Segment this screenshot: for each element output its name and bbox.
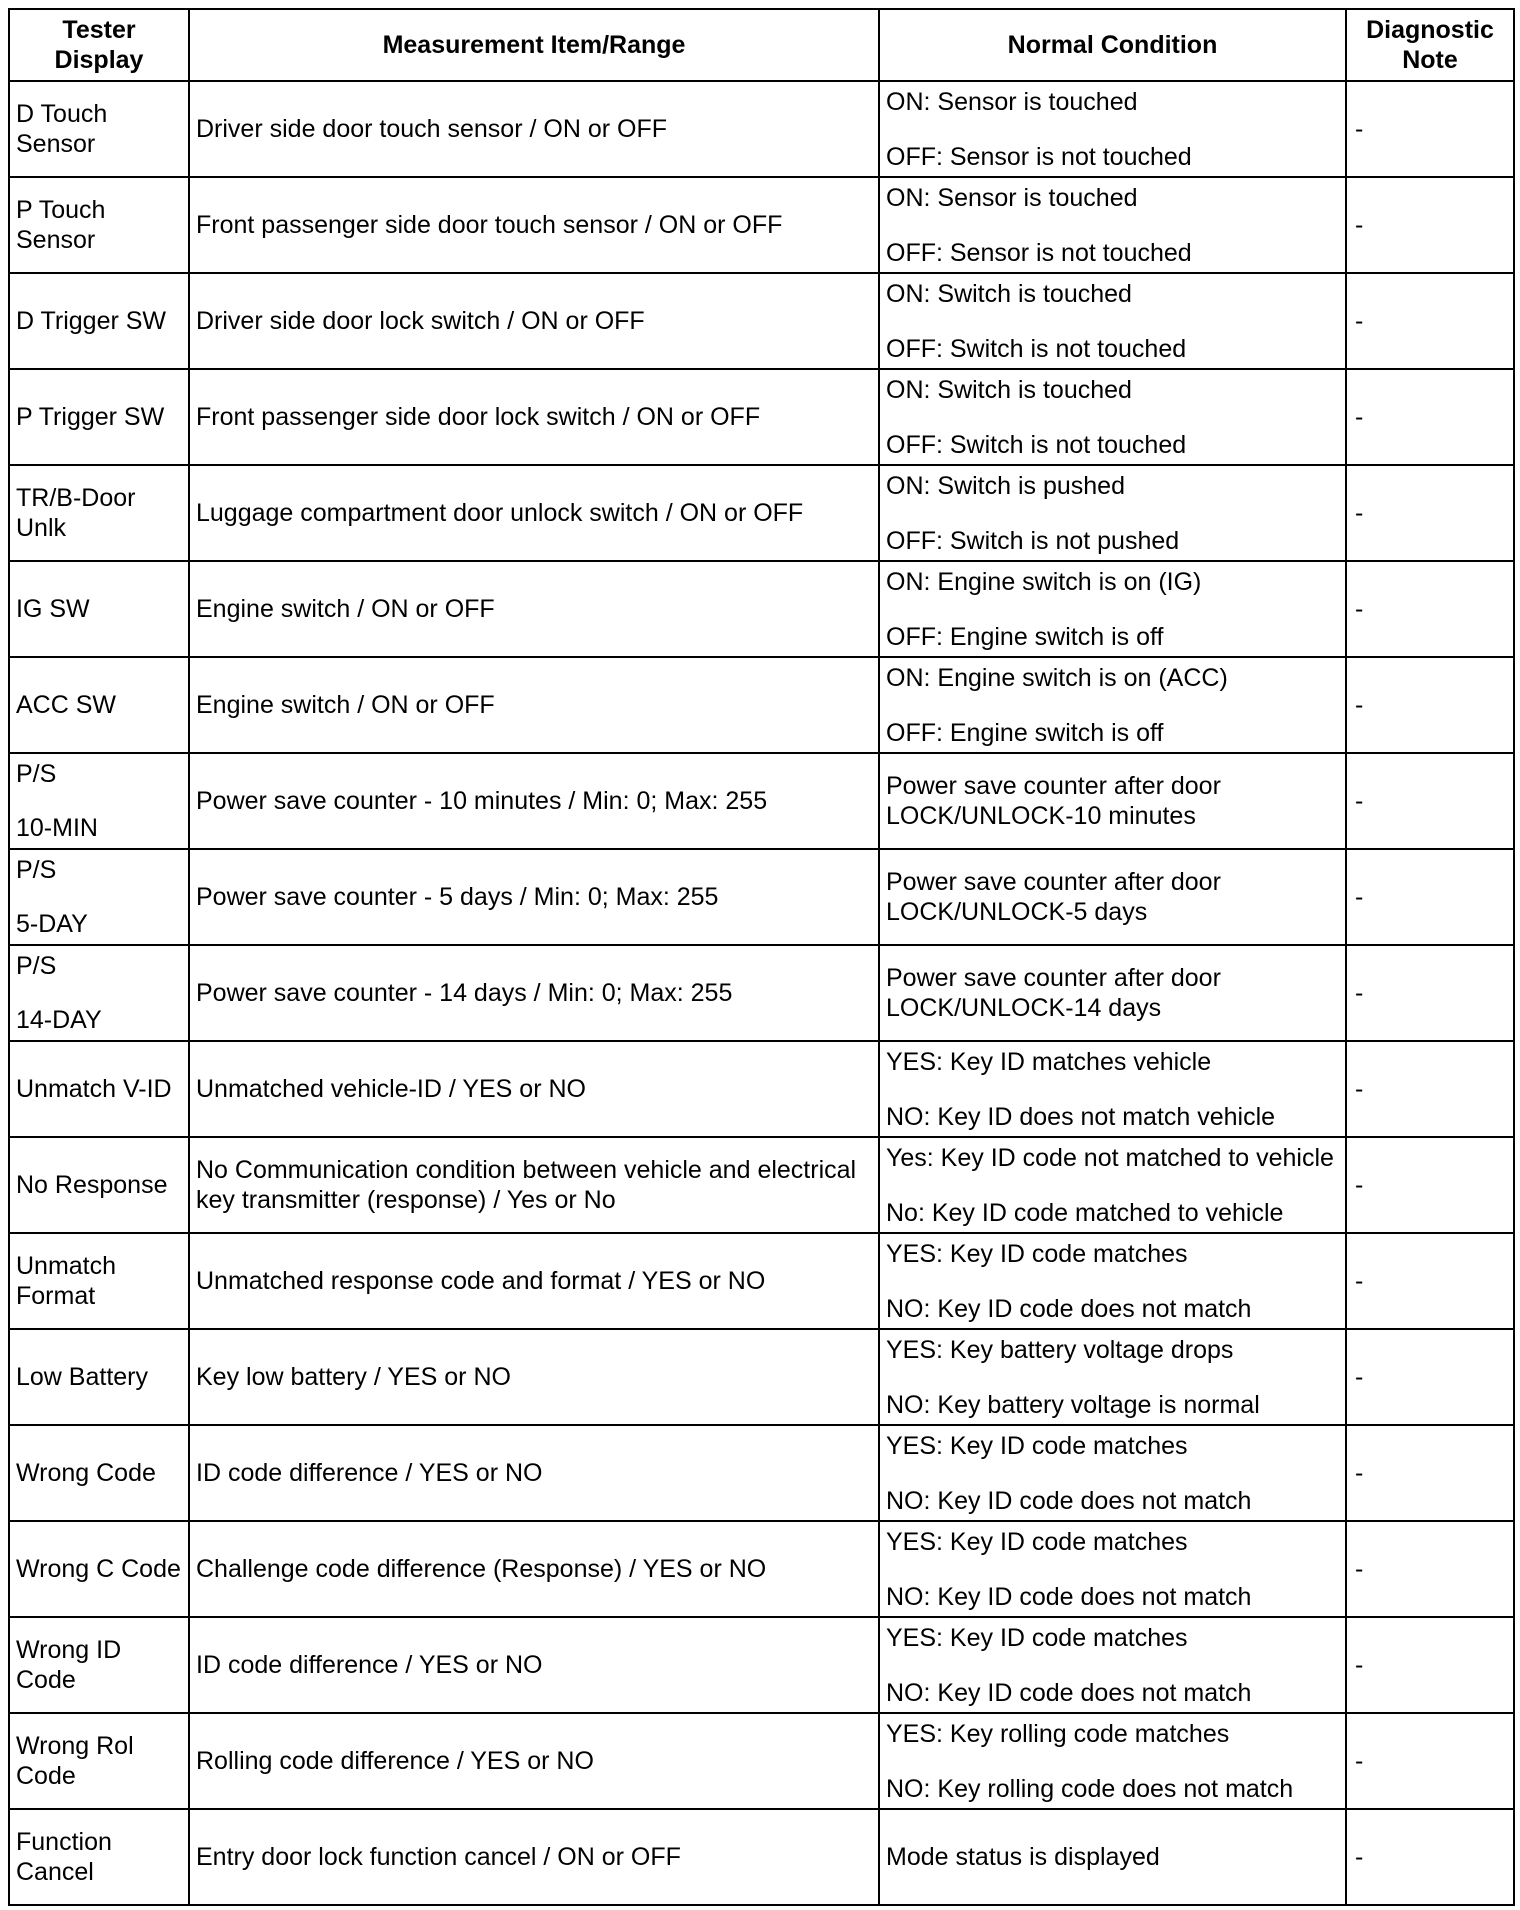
tester-display-cell: Low Battery — [9, 1329, 189, 1425]
measurement-cell: Power save counter - 14 days / Min: 0; Max: 255 — [189, 945, 879, 1041]
header-measurement-item: Measurement Item/Range — [189, 9, 879, 81]
tester-display-line-1: P/S — [16, 856, 57, 884]
normal-condition-cell — [879, 465, 1346, 561]
condition-no: NO: Key ID does not match vehicle — [886, 1102, 1276, 1131]
diagnostic-note-cell: - — [1346, 1617, 1514, 1713]
condition-yes: YES: Key ID code matches — [886, 1527, 1188, 1556]
tester-display-cell — [9, 753, 189, 849]
tester-display-cell: P Touch Sensor — [9, 177, 189, 273]
table-row — [9, 945, 1514, 1041]
tester-display-line-2: 14-DAY — [16, 1006, 102, 1034]
measurement-cell: Front passenger side door touch sensor / ON or OFF — [189, 177, 879, 273]
measurement-cell: Entry door lock function cancel / ON or OFF — [189, 1809, 879, 1905]
tester-display-line-2: 5-DAY — [16, 910, 88, 938]
condition-on: ON: Engine switch is on (ACC) — [886, 663, 1228, 692]
tester-display-cell: ACC SW — [9, 657, 189, 753]
table-row — [9, 1425, 1514, 1521]
tester-display-cell — [9, 945, 189, 1041]
diagnostic-note-cell: - — [1346, 753, 1514, 849]
diagnostic-note-cell: - — [1346, 1329, 1514, 1425]
diagnostic-note-cell: - — [1346, 1521, 1514, 1617]
header-normal-condition: Normal Condition — [879, 9, 1346, 81]
normal-condition-cell — [879, 1041, 1346, 1137]
normal-condition-cell — [879, 1617, 1346, 1713]
measurement-cell: Key low battery / YES or NO — [189, 1329, 879, 1425]
normal-condition-cell — [879, 273, 1346, 369]
condition-off: OFF: Sensor is not touched — [886, 142, 1192, 171]
normal-condition-cell — [879, 1137, 1346, 1233]
table-row — [9, 1521, 1514, 1617]
condition-on: ON: Engine switch is on (IG) — [886, 567, 1202, 596]
normal-condition-cell — [879, 81, 1346, 177]
data-list-table — [8, 8, 1515, 1906]
measurement-cell: Driver side door touch sensor / ON or OFF — [189, 81, 879, 177]
condition-off: OFF: Engine switch is off — [886, 622, 1164, 651]
table-row — [9, 1233, 1514, 1329]
condition-no: NO: Key ID code does not match — [886, 1678, 1252, 1707]
header-diagnostic-note: Diagnostic Note — [1346, 9, 1514, 81]
condition-off: OFF: Engine switch is off — [886, 718, 1164, 747]
tester-display-cell: Wrong C Code — [9, 1521, 189, 1617]
table-row — [9, 81, 1514, 177]
normal-condition-cell — [879, 369, 1346, 465]
measurement-cell: Unmatched response code and format / YES or NO — [189, 1233, 879, 1329]
normal-condition-cell: Power save counter after door LOCK/UNLOCK-14 days — [879, 945, 1346, 1041]
table-row — [9, 465, 1514, 561]
normal-condition-cell — [879, 1521, 1346, 1617]
diagnostic-note-cell: - — [1346, 1809, 1514, 1905]
table-row — [9, 1041, 1514, 1137]
condition-on: ON: Switch is touched — [886, 279, 1132, 308]
condition-on: ON: Sensor is touched — [886, 87, 1138, 116]
tester-display-cell: TR/B-Door Unlk — [9, 465, 189, 561]
condition-off: OFF: Switch is not pushed — [886, 526, 1180, 555]
diagnostic-note-cell: - — [1346, 1233, 1514, 1329]
normal-condition-cell — [879, 1425, 1346, 1521]
condition-no: NO: Key battery voltage is normal — [886, 1390, 1260, 1419]
measurement-cell: Driver side door lock switch / ON or OFF — [189, 273, 879, 369]
condition-on: ON: Switch is pushed — [886, 471, 1125, 500]
normal-condition-cell: Mode status is displayed — [879, 1809, 1346, 1905]
tester-display-line-1: P/S — [16, 952, 57, 980]
diagnostic-note-cell: - — [1346, 81, 1514, 177]
header-row — [9, 9, 1514, 81]
condition-off: OFF: Switch is not touched — [886, 430, 1187, 459]
normal-condition-cell — [879, 1713, 1346, 1809]
normal-condition-cell — [879, 657, 1346, 753]
normal-condition-cell — [879, 1233, 1346, 1329]
table-row — [9, 561, 1514, 657]
condition-no: NO: Key ID code does not match — [886, 1582, 1252, 1611]
table-row — [9, 1809, 1514, 1905]
table-row — [9, 849, 1514, 945]
normal-condition-cell — [879, 1329, 1346, 1425]
tester-display-cell — [9, 849, 189, 945]
condition-yes: Yes: Key ID code not matched to vehicle — [886, 1143, 1334, 1172]
measurement-cell: No Communication condition between vehicle and electrical key transmitter (response) / Yes or No — [189, 1137, 879, 1233]
measurement-cell: ID code difference / YES or NO — [189, 1617, 879, 1713]
condition-yes: YES: Key rolling code matches — [886, 1719, 1230, 1748]
tester-display-line-2: 10-MIN — [16, 814, 98, 842]
measurement-cell: Engine switch / ON or OFF — [189, 561, 879, 657]
diagnostic-note-cell: - — [1346, 177, 1514, 273]
tester-display-cell: Wrong Code — [9, 1425, 189, 1521]
tester-display-cell: Function Cancel — [9, 1809, 189, 1905]
tester-display-cell: Wrong Rol Code — [9, 1713, 189, 1809]
condition-off: OFF: Switch is not touched — [886, 334, 1187, 363]
tester-display-cell: No Response — [9, 1137, 189, 1233]
table-row — [9, 657, 1514, 753]
measurement-cell: Unmatched vehicle-ID / YES or NO — [189, 1041, 879, 1137]
diagnostic-note-cell: - — [1346, 561, 1514, 657]
condition-no: NO: Key ID code does not match — [886, 1294, 1252, 1323]
condition-yes: YES: Key ID code matches — [886, 1623, 1188, 1652]
condition-on: ON: Switch is touched — [886, 375, 1132, 404]
table-row — [9, 1329, 1514, 1425]
table-row — [9, 753, 1514, 849]
condition-off: OFF: Sensor is not touched — [886, 238, 1192, 267]
normal-condition-cell — [879, 177, 1346, 273]
diagnostic-note-cell: - — [1346, 1041, 1514, 1137]
normal-condition-cell: Power save counter after door LOCK/UNLOCK-10 minutes — [879, 753, 1346, 849]
diagnostic-note-cell: - — [1346, 1425, 1514, 1521]
data-list-table-container — [8, 8, 1513, 1906]
header-tester-display: Tester Display — [9, 9, 189, 81]
measurement-cell: Rolling code difference / YES or NO — [189, 1713, 879, 1809]
normal-condition-cell — [879, 561, 1346, 657]
diagnostic-note-cell: - — [1346, 945, 1514, 1041]
table-row — [9, 177, 1514, 273]
tester-display-cell: P Trigger SW — [9, 369, 189, 465]
diagnostic-note-cell: - — [1346, 657, 1514, 753]
condition-no: NO: Key rolling code does not match — [886, 1774, 1294, 1803]
diagnostic-note-cell: - — [1346, 849, 1514, 945]
normal-condition-cell: Power save counter after door LOCK/UNLOCK-5 days — [879, 849, 1346, 945]
condition-on: ON: Sensor is touched — [886, 183, 1138, 212]
condition-yes: YES: Key ID code matches — [886, 1239, 1188, 1268]
diagnostic-note-cell: - — [1346, 1137, 1514, 1233]
condition-no: NO: Key ID code does not match — [886, 1486, 1252, 1515]
measurement-cell: ID code difference / YES or NO — [189, 1425, 879, 1521]
measurement-cell: Luggage compartment door unlock switch / ON or OFF — [189, 465, 879, 561]
condition-yes: YES: Key battery voltage drops — [886, 1335, 1234, 1364]
condition-yes: YES: Key ID code matches — [886, 1431, 1188, 1460]
measurement-cell: Challenge code difference (Response) / YES or NO — [189, 1521, 879, 1617]
measurement-cell: Engine switch / ON or OFF — [189, 657, 879, 753]
tester-display-cell: Unmatch V-ID — [9, 1041, 189, 1137]
table-row — [9, 273, 1514, 369]
diagnostic-note-cell: - — [1346, 273, 1514, 369]
table-row — [9, 1713, 1514, 1809]
diagnostic-note-cell: - — [1346, 369, 1514, 465]
tester-display-cell: D Trigger SW — [9, 273, 189, 369]
measurement-cell: Power save counter - 5 days / Min: 0; Max: 255 — [189, 849, 879, 945]
tester-display-cell: IG SW — [9, 561, 189, 657]
table-row — [9, 1137, 1514, 1233]
tester-display-cell: Unmatch Format — [9, 1233, 189, 1329]
tester-display-line-1: P/S — [16, 760, 57, 788]
tester-display-cell: D Touch Sensor — [9, 81, 189, 177]
measurement-cell: Front passenger side door lock switch / ON or OFF — [189, 369, 879, 465]
tester-display-cell: Wrong ID Code — [9, 1617, 189, 1713]
measurement-cell: Power save counter - 10 minutes / Min: 0; Max: 255 — [189, 753, 879, 849]
table-row — [9, 369, 1514, 465]
diagnostic-note-cell: - — [1346, 1713, 1514, 1809]
condition-no: No: Key ID code matched to vehicle — [886, 1198, 1284, 1227]
diagnostic-note-cell: - — [1346, 465, 1514, 561]
condition-yes: YES: Key ID matches vehicle — [886, 1047, 1212, 1076]
table-row — [9, 1617, 1514, 1713]
